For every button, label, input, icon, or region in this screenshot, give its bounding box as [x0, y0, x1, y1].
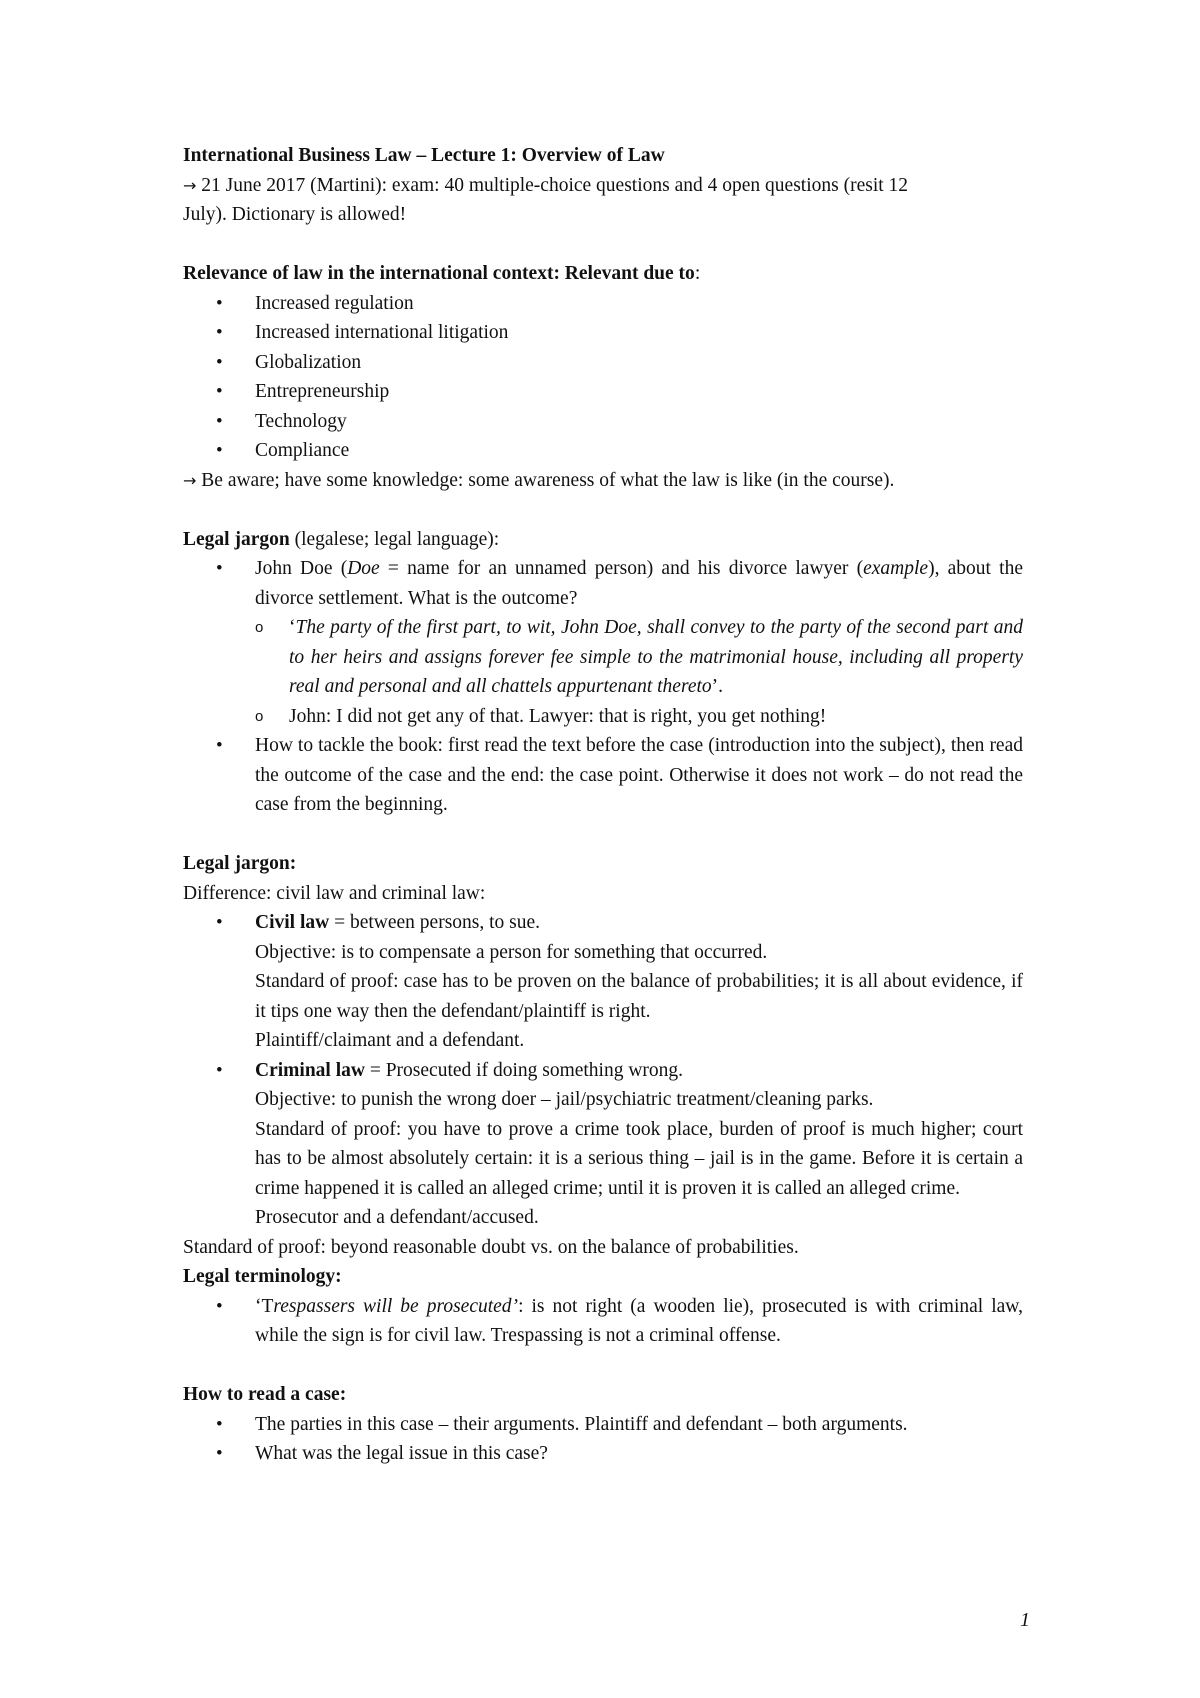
difference-line: Difference: civil law and criminal law: — [183, 882, 486, 904]
read-case-heading: How to read a case: — [183, 1384, 347, 1405]
list-item: • The parties in this case – their arguments. Plaintiff and defendant – both arguments. — [183, 1410, 1023, 1440]
list-item-civil-law: • Civil law = between persons, to sue. Objective: is to compensate a person for something that occurred. Standard of proof: case has to be proven on the balance of probabilities; it is all about evidence, if it tips one way then the defendant/plaintiff is right. Plaintiff/claimant and a defendant. — [183, 908, 1023, 1056]
legal-jargon-heading-2: Legal jargon: — [183, 853, 297, 874]
list-item: • Increased regulation — [183, 289, 1023, 319]
sub-list-item: o ‘The party of the first part, to wit, John Doe, shall convey to the party of the second part and to her heirs and assigns forever fee simple to the matrimonial house, including all property real and personal and all chattels appurtenant thereto’. — [255, 613, 1023, 702]
standard-of-proof-line: Standard of proof: beyond reasonable doubt vs. on the balance of probabilities. — [183, 1236, 799, 1258]
legal-jargon-list — [183, 554, 1023, 820]
arrow-right-icon: → — [183, 470, 197, 490]
law-types-list — [183, 908, 1023, 1233]
list-item-criminal-law: • Criminal law = Prosecuted if doing something wrong. Objective: to punish the wrong doer – jail/psychiatric treatment/cleaning parks. Standard of proof: you have to prove a crime took place, burden of proof is much higher; court has to be almost absolutely certain: it is a serious thing – jail is in the game. Before it is certain a crime happened it is called an alleged crime; until it is proven it is called an alleged crime. Prosecutor and a defendant/accused. — [183, 1056, 1023, 1233]
list-item: • Entrepreneurship — [183, 377, 1023, 407]
document-title: International Business Law – Lecture 1: Overview of Law — [183, 145, 665, 166]
terminology-list — [183, 1292, 1023, 1351]
sub-list — [255, 613, 1023, 731]
relevance-summary: → Be aware; have some knowledge: some awareness of what the law is like (in the course). — [183, 469, 895, 491]
list-item: • Increased international litigation — [183, 318, 1023, 348]
list-item: • ‘Trespassers will be prosecuted’: is not right (a wooden lie), prosecuted is with criminal law, while the sign is for civil law. Trespassing is not a criminal offense. — [183, 1292, 1023, 1351]
sub-list-item: o John: I did not get any of that. Lawyer: that is right, you get nothing! — [255, 702, 1023, 732]
list-item: • What was the legal issue in this case? — [183, 1439, 1023, 1469]
arrow-right-icon: → — [183, 175, 197, 195]
document-body — [183, 141, 1023, 1469]
read-case-list — [183, 1410, 1023, 1469]
list-item: • Globalization — [183, 348, 1023, 378]
relevance-heading: Relevance of law in the international context: Relevant due to: — [183, 263, 701, 284]
relevance-list — [183, 289, 1023, 466]
legal-terminology-heading: Legal terminology: — [183, 1266, 342, 1287]
page-number: 1 — [1020, 1609, 1030, 1631]
list-item: • Compliance — [183, 436, 1023, 466]
exam-note: → 21 June 2017 (Martini): exam: 40 multiple-choice questions and 4 open questions (resit 12 July). Dictionary is allowed! — [183, 174, 909, 225]
list-item: • Technology — [183, 407, 1023, 437]
legal-jargon-heading: Legal jargon (legalese; legal language): — [183, 528, 500, 550]
list-item: • How to tackle the book: first read the text before the case (introduction into the subject), then read the outcome of the case and the end: the case point. Otherwise it does not work – do not read the case from the beginning. — [183, 731, 1023, 820]
list-item: • John Doe (Doe = name for an unnamed person) and his divorce lawyer (example), about the divorce settlement. What is the outcome? o ‘The party of the first part, to wit, John Doe, shall convey to the party of the second part and to her heirs and assigns forever fee simple to the matrimonial house, including all property real and personal and all chattels appurtenant thereto’. o John: I did not get any of that. Lawyer: that is right, you get nothing! — [183, 554, 1023, 731]
